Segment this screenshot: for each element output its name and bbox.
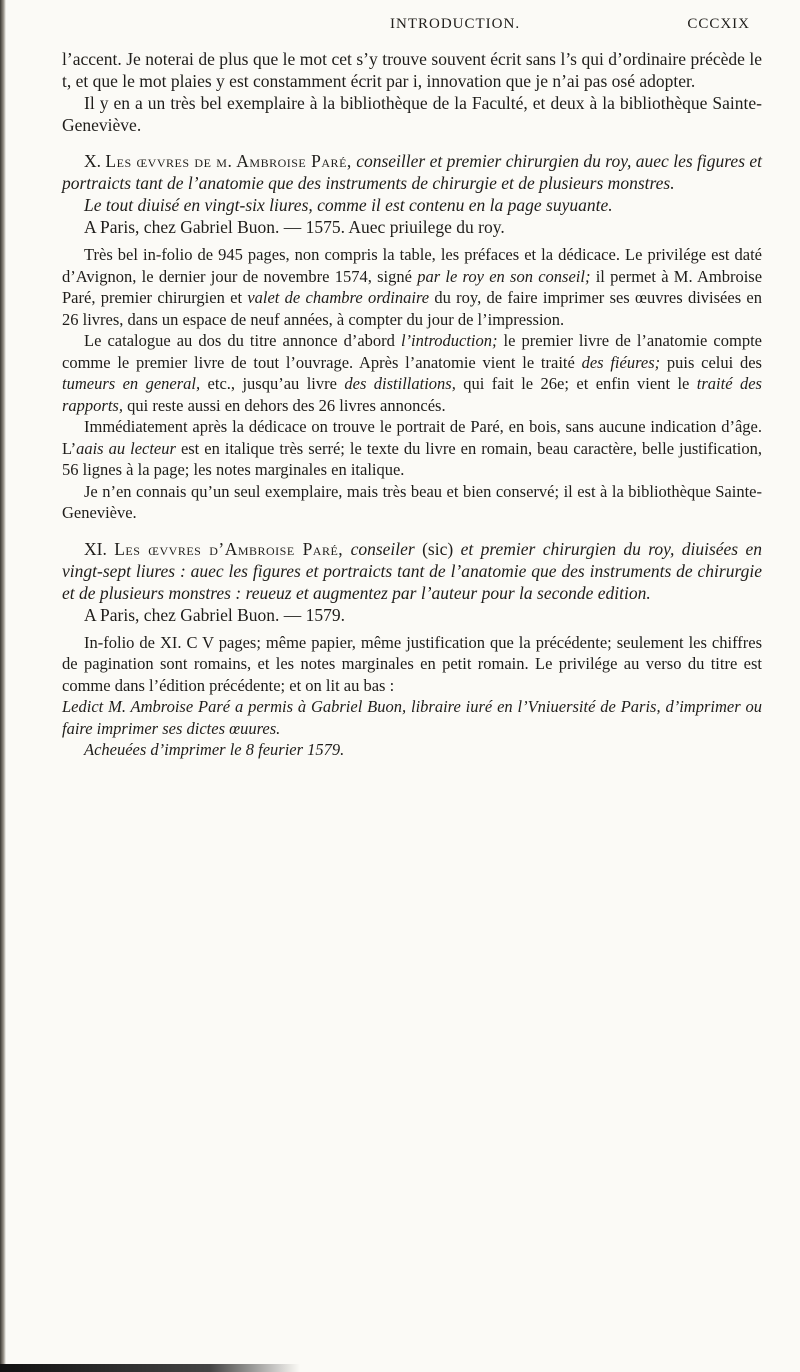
entry-xi-paragraph-1: In-folio de XI. C V pages; même papier, même justification que la précédente; seulement les chiffres de pagination sont romains, et les notes marginales en petit romain. Le privilége au verso du titre est comme dans l’édition précédente; et on lit au bas : <box>62 632 762 695</box>
text-run: Très bel in-folio de 945 pages, non compris la table, les préfaces et la dédicace. Le privilége est daté d’Avignon, le dernier jour de novembre 1574, signé <box>62 245 762 286</box>
entry-xi-title-italic-1: conseiler <box>350 538 415 559</box>
text-run: qui reste aussi en dehors des 26 livres annoncés. <box>122 395 446 415</box>
text-run: est en italique très serré; le texte du livre en romain, beau caractère, belle justification, 56 lignes à la page; les notes marginales en italique. <box>62 438 762 479</box>
entry-xi-description <box>62 632 762 761</box>
text-run: Le catalogue au dos du titre annonce d’abord <box>84 331 401 350</box>
entry-xi-sic: (sic) <box>414 538 461 559</box>
entry-xi-imprint: A Paris, chez Gabriel Buon. — 1579. <box>84 604 345 625</box>
running-header <box>60 16 760 40</box>
italic-run: valet de chambre ordinaire <box>247 288 430 307</box>
entry-x-title <box>62 150 762 194</box>
entry-x-subtitle-text: Le tout diuisé en vingt-six liures, comme il est contenu en la page suyuante. <box>84 195 613 215</box>
entry-xi-quote-1 <box>62 696 762 739</box>
entry-xi-number: XI. <box>84 538 107 559</box>
running-title: INTRODUCTION. <box>390 16 521 32</box>
entry-xi-title-italic-2: et premier chirurgien du roy, diuisées en vingt-sept liures : auec les figures et portraicts tant de l’anatomie que des instruments de chirurgie et de plusieurs monstres : reueuz et augmentez par l’auteur pour la seconde edition. <box>62 538 762 603</box>
text-run: puis celui des <box>660 352 762 372</box>
italic-run: aais au lecteur <box>76 438 176 458</box>
italic-run: par le roy en son conseil; <box>417 266 591 286</box>
entry-x-paragraph-4: Je n’en connais qu’un seul exemplaire, mais très beau et bien conservé; il est à la bibliothèque Sainte-Geneviève. <box>62 481 762 522</box>
page-body <box>62 48 762 761</box>
page-folio: CCCXIX <box>687 16 750 32</box>
italic-run: Ledict M. Ambroise Paré a permis à Gabriel Buon, libraire iuré en l’Vniuersité de Paris, d’imprimer ou faire imprimer ses dictes œuures. <box>62 697 762 738</box>
entry-x-title-smallcaps: Les œvvres de m. Ambroise Paré, <box>105 151 352 171</box>
entry-x-title-italic: conseiller et premier chirurgien du roy, auec les figures et portraicts tant de l’anatomie que des instruments de chirurgie et de plusieurs monstres. <box>62 151 763 193</box>
entry-x-paragraph-3 <box>62 416 762 481</box>
text-run: qui fait le 26e; et enfin vient le <box>455 374 697 393</box>
text-run: du roy, de faire imprimer ses œuvres divisées en 26 livres, dans un espace de neuf années, à compter du jour de l’impression. <box>62 288 762 329</box>
italic-run: l’introduction; <box>400 331 498 350</box>
text-run: le premier livre de l’anatomie compte comme le premier livre de tout l’ouvrage. Après l’anatomie vient le traité <box>62 331 763 372</box>
text-run: il permet à M. Ambroise Paré, premier chirurgien et <box>62 266 763 307</box>
page-bottom-edge <box>0 1364 300 1372</box>
entry-x-number: X. <box>84 151 102 171</box>
entry-x-description <box>62 244 762 524</box>
entry-x-paragraph-2 <box>62 330 762 416</box>
italic-run: tumeurs en general, <box>62 374 201 393</box>
italic-run: des fiéures; <box>581 352 661 372</box>
page-spine-shadow <box>0 0 6 1372</box>
spacer <box>62 136 762 150</box>
spacer <box>62 524 762 538</box>
entry-x-subtitle <box>62 194 762 216</box>
intro-paragraph-2: Il y en a un très bel exemplaire à la bibliothèque de la Faculté, et deux à la bibliothèque Sainte-Geneviève. <box>62 93 762 135</box>
italic-run: Acheuées d’imprimer le 8 feurier 1579. <box>84 740 345 759</box>
entry-xi-title <box>62 538 762 604</box>
entry-xi-quote-2 <box>62 739 762 761</box>
italic-run: des distillations, <box>344 374 456 393</box>
entry-x-imprint: A Paris, chez Gabriel Buon. — 1575. Auec priuilege du roy. <box>84 217 505 237</box>
intro-paragraph-1: l’accent. Je noterai de plus que le mot cet s’y trouve souvent écrit sans l’s qui d’ordinaire précède le t, et que le mot plaies y est constamment écrit par i, innovation que je n’ai pas osé adopter. <box>62 49 762 91</box>
entry-xi-title-smallcaps: Les œvvres d’Ambroise Paré, <box>114 538 344 559</box>
entry-x-paragraph-1 <box>62 244 762 330</box>
text-run: etc., jusqu’au livre <box>200 374 345 393</box>
italic-run: traité des rapports, <box>62 374 762 415</box>
text-run: Immédiatement après la dédicace on trouve le portrait de Paré, en bois, sans aucune indication d’âge. L’ <box>62 417 762 458</box>
